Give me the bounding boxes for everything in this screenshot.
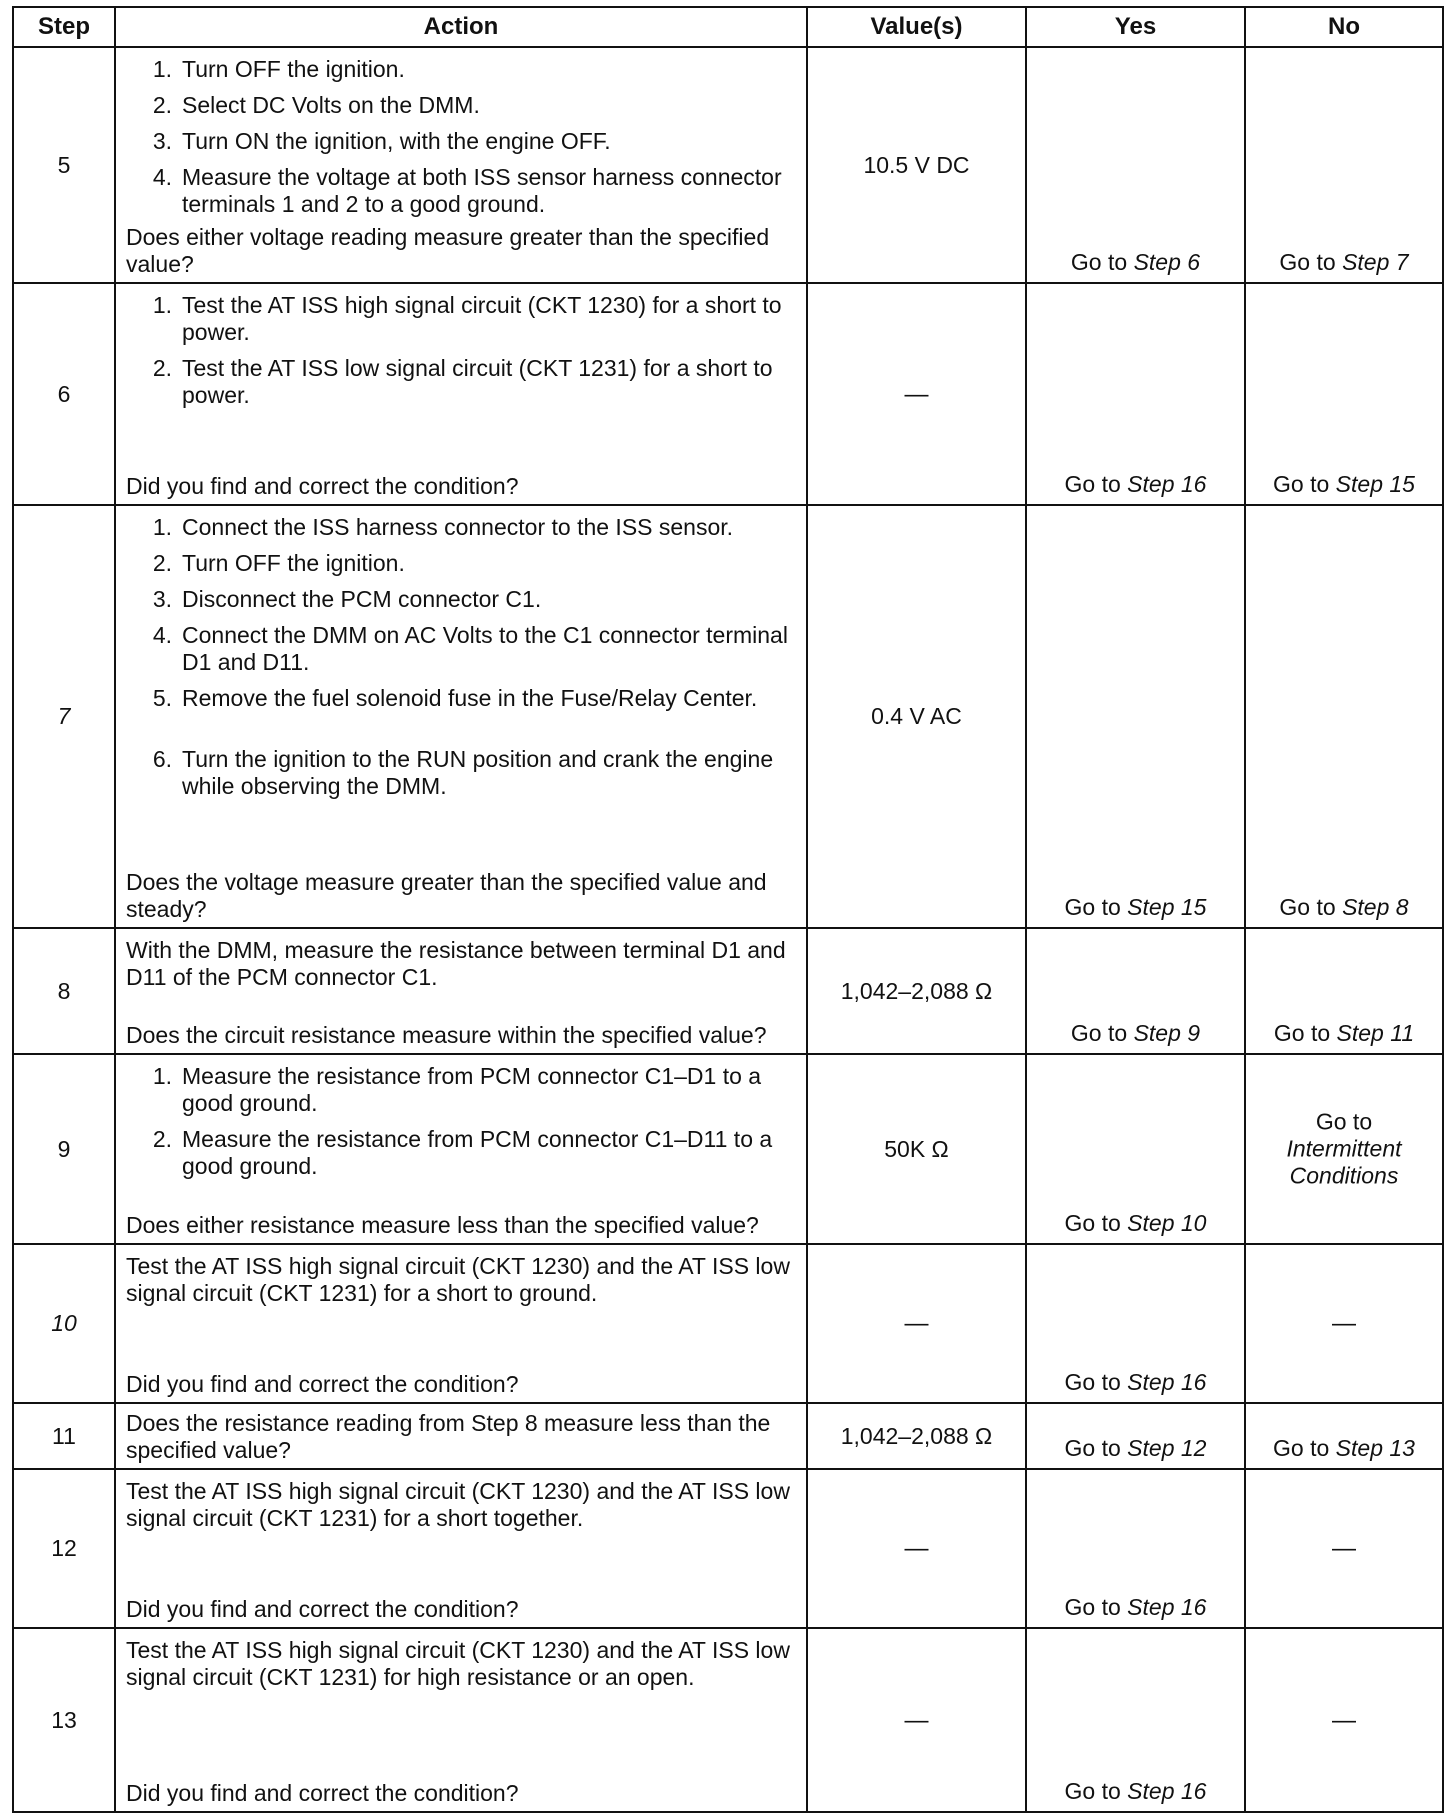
- no-step-ref: Step 13: [1335, 1435, 1415, 1461]
- no-step-ref: Step 11: [1336, 1020, 1415, 1046]
- step-number: 6: [13, 283, 115, 505]
- action-cell: [115, 1244, 807, 1403]
- step-number: 9: [13, 1054, 115, 1244]
- instruction-text: Test the AT ISS high signal circuit (CKT 1230) and the AT ISS low signal circuit (CKT 1231) for a short together.: [126, 1478, 790, 1531]
- diagnostic-table-sheet: [12, 6, 1442, 1813]
- action-cell: [115, 1469, 807, 1628]
- step-number: 12: [13, 1469, 115, 1628]
- step-number: 5: [13, 47, 115, 283]
- action-cell: [115, 928, 807, 1054]
- value-cell: 1,042–2,088 Ω: [807, 1403, 1026, 1469]
- action-cell: [115, 283, 807, 505]
- header-yes: Yes: [1026, 7, 1245, 47]
- list-item: 2. Measure the resistance from PCM connector C1–D11 to a good ground.: [152, 1126, 773, 1179]
- no-cell: Go to Step 13: [1245, 1403, 1443, 1469]
- list-item: 1. Connect the ISS harness connector to the ISS sensor.: [152, 514, 734, 540]
- yes-step-ref: Step 16: [1127, 1369, 1207, 1395]
- action-cell: [115, 1054, 807, 1244]
- question-text: Does either voltage reading measure greater than the specified value?: [126, 224, 770, 277]
- list-item: 2. Select DC Volts on the DMM.: [152, 92, 480, 118]
- yes-step-ref: Step 6: [1133, 249, 1201, 275]
- yes-cell: Go to Step 16: [1026, 1244, 1245, 1403]
- question-text: Does the circuit resistance measure within the specified value?: [126, 1022, 767, 1048]
- list-item: 5. Remove the fuel solenoid fuse in the Fuse/Relay Center.: [152, 685, 758, 711]
- no-step-ref: Step 15: [1335, 471, 1415, 497]
- value-cell: 1,042–2,088 Ω: [807, 928, 1026, 1054]
- value-cell: —: [807, 1628, 1026, 1812]
- yes-step-ref: Step 9: [1133, 1020, 1201, 1046]
- yes-step-ref: Step 16: [1127, 1594, 1207, 1620]
- action-cell: [115, 1403, 807, 1469]
- value-cell: 50K Ω: [807, 1054, 1026, 1244]
- yes-step-ref: Step 16: [1127, 1778, 1207, 1804]
- table-row: [13, 1244, 1443, 1403]
- yes-cell: Go to Step 16: [1026, 1469, 1245, 1628]
- list-item: 4. Measure the voltage at both ISS sensor harness connector terminals 1 and 2 to a good ground.: [152, 164, 782, 217]
- no-cell: Go to Step 15: [1245, 283, 1443, 505]
- step-number: 13: [13, 1628, 115, 1812]
- table-row: [13, 1054, 1443, 1244]
- header-action: Action: [115, 7, 807, 47]
- value-cell: 10.5 V DC: [807, 47, 1026, 283]
- instruction-text: Test the AT ISS high signal circuit (CKT 1230) and the AT ISS low signal circuit (CKT 1231) for a short to ground.: [126, 1253, 790, 1306]
- yes-cell: Go to Step 10: [1026, 1054, 1245, 1244]
- question-text: Did you find and correct the condition?: [126, 1371, 519, 1397]
- value-cell: 0.4 V AC: [807, 505, 1026, 928]
- table-row: [13, 1403, 1443, 1469]
- yes-cell: Go to Step 16: [1026, 283, 1245, 505]
- no-cell: —: [1245, 1244, 1443, 1403]
- table-row: [13, 1628, 1443, 1812]
- table-row: [13, 47, 1443, 283]
- action-cell: [115, 47, 807, 283]
- yes-cell: Go to Step 15: [1026, 505, 1245, 928]
- header-row: [13, 7, 1443, 47]
- yes-step-ref: Step 15: [1127, 894, 1207, 920]
- step-number: 8: [13, 928, 115, 1054]
- yes-step-ref: Step 10: [1127, 1210, 1207, 1236]
- question-text: Did you find and correct the condition?: [126, 1780, 519, 1806]
- yes-step-ref: Step 16: [1127, 471, 1207, 497]
- value-cell: —: [807, 1469, 1026, 1628]
- question-text: Does the voltage measure greater than the specified value and steady?: [126, 869, 767, 922]
- diagnostic-steps-table: [12, 6, 1444, 1813]
- action-cell: [115, 505, 807, 928]
- list-item: 4. Connect the DMM on AC Volts to the C1 connector terminal D1 and D11.: [152, 622, 788, 675]
- list-item: 6. Turn the ignition to the RUN position and crank the engine while observing the DMM.: [152, 746, 774, 799]
- list-item: 1. Measure the resistance from PCM connector C1–D1 to a good ground.: [152, 1063, 762, 1116]
- value-cell: —: [807, 283, 1026, 505]
- yes-cell: Go to Step 9: [1026, 928, 1245, 1054]
- step-number: 11: [13, 1403, 115, 1469]
- no-cell: Go to Step 7: [1245, 47, 1443, 283]
- no-step-ref: Step 7: [1342, 249, 1409, 275]
- yes-cell: Go to Step 16: [1026, 1628, 1245, 1812]
- table-row: [13, 1469, 1443, 1628]
- yes-step-ref: Step 12: [1127, 1435, 1207, 1461]
- step-number: 7: [13, 505, 115, 928]
- table-row: [13, 928, 1443, 1054]
- table-row: [13, 283, 1443, 505]
- question-text: Does the resistance reading from Step 8 measure less than the specified value?: [126, 1410, 771, 1463]
- step-number: 10: [13, 1244, 115, 1403]
- no-cell: Go to Intermittent Conditions: [1245, 1054, 1443, 1244]
- yes-cell: Go to Step 12: [1026, 1403, 1245, 1469]
- yes-cell: Go to Step 6: [1026, 47, 1245, 283]
- question-text: Does either resistance measure less than the specified value?: [126, 1212, 759, 1238]
- no-cell: Go to Step 8: [1245, 505, 1443, 928]
- header-no: No: [1245, 7, 1443, 47]
- no-step-ref: Step 8: [1342, 894, 1409, 920]
- list-item: 3. Disconnect the PCM connector C1.: [152, 586, 542, 612]
- list-item: 1. Test the AT ISS high signal circuit (CKT 1230) for a short to power.: [152, 292, 782, 345]
- instruction-text: Test the AT ISS high signal circuit (CKT 1230) and the AT ISS low signal circuit (CKT 1231) for high resistance or an open.: [126, 1637, 790, 1690]
- no-cell: —: [1245, 1628, 1443, 1812]
- no-cell: Go to Step 11: [1245, 928, 1443, 1054]
- value-cell: —: [807, 1244, 1026, 1403]
- question-text: Did you find and correct the condition?: [126, 1596, 519, 1622]
- instruction-text: With the DMM, measure the resistance between terminal D1 and D11 of the PCM connector C1.: [126, 937, 786, 990]
- question-text: Did you find and correct the condition?: [126, 473, 519, 499]
- action-cell: [115, 1628, 807, 1812]
- table-row: [13, 505, 1443, 928]
- header-step: Step: [13, 7, 115, 47]
- no-cell: —: [1245, 1469, 1443, 1628]
- list-item: 3. Turn ON the ignition, with the engine OFF.: [152, 128, 611, 154]
- list-item: 1. Turn OFF the ignition.: [152, 56, 405, 82]
- header-values: Value(s): [807, 7, 1026, 47]
- list-item: 2. Turn OFF the ignition.: [152, 550, 405, 576]
- no-step-ref: Intermittent Conditions: [1286, 1135, 1402, 1189]
- list-item: 2. Test the AT ISS low signal circuit (CKT 1231) for a short to power.: [152, 355, 773, 408]
